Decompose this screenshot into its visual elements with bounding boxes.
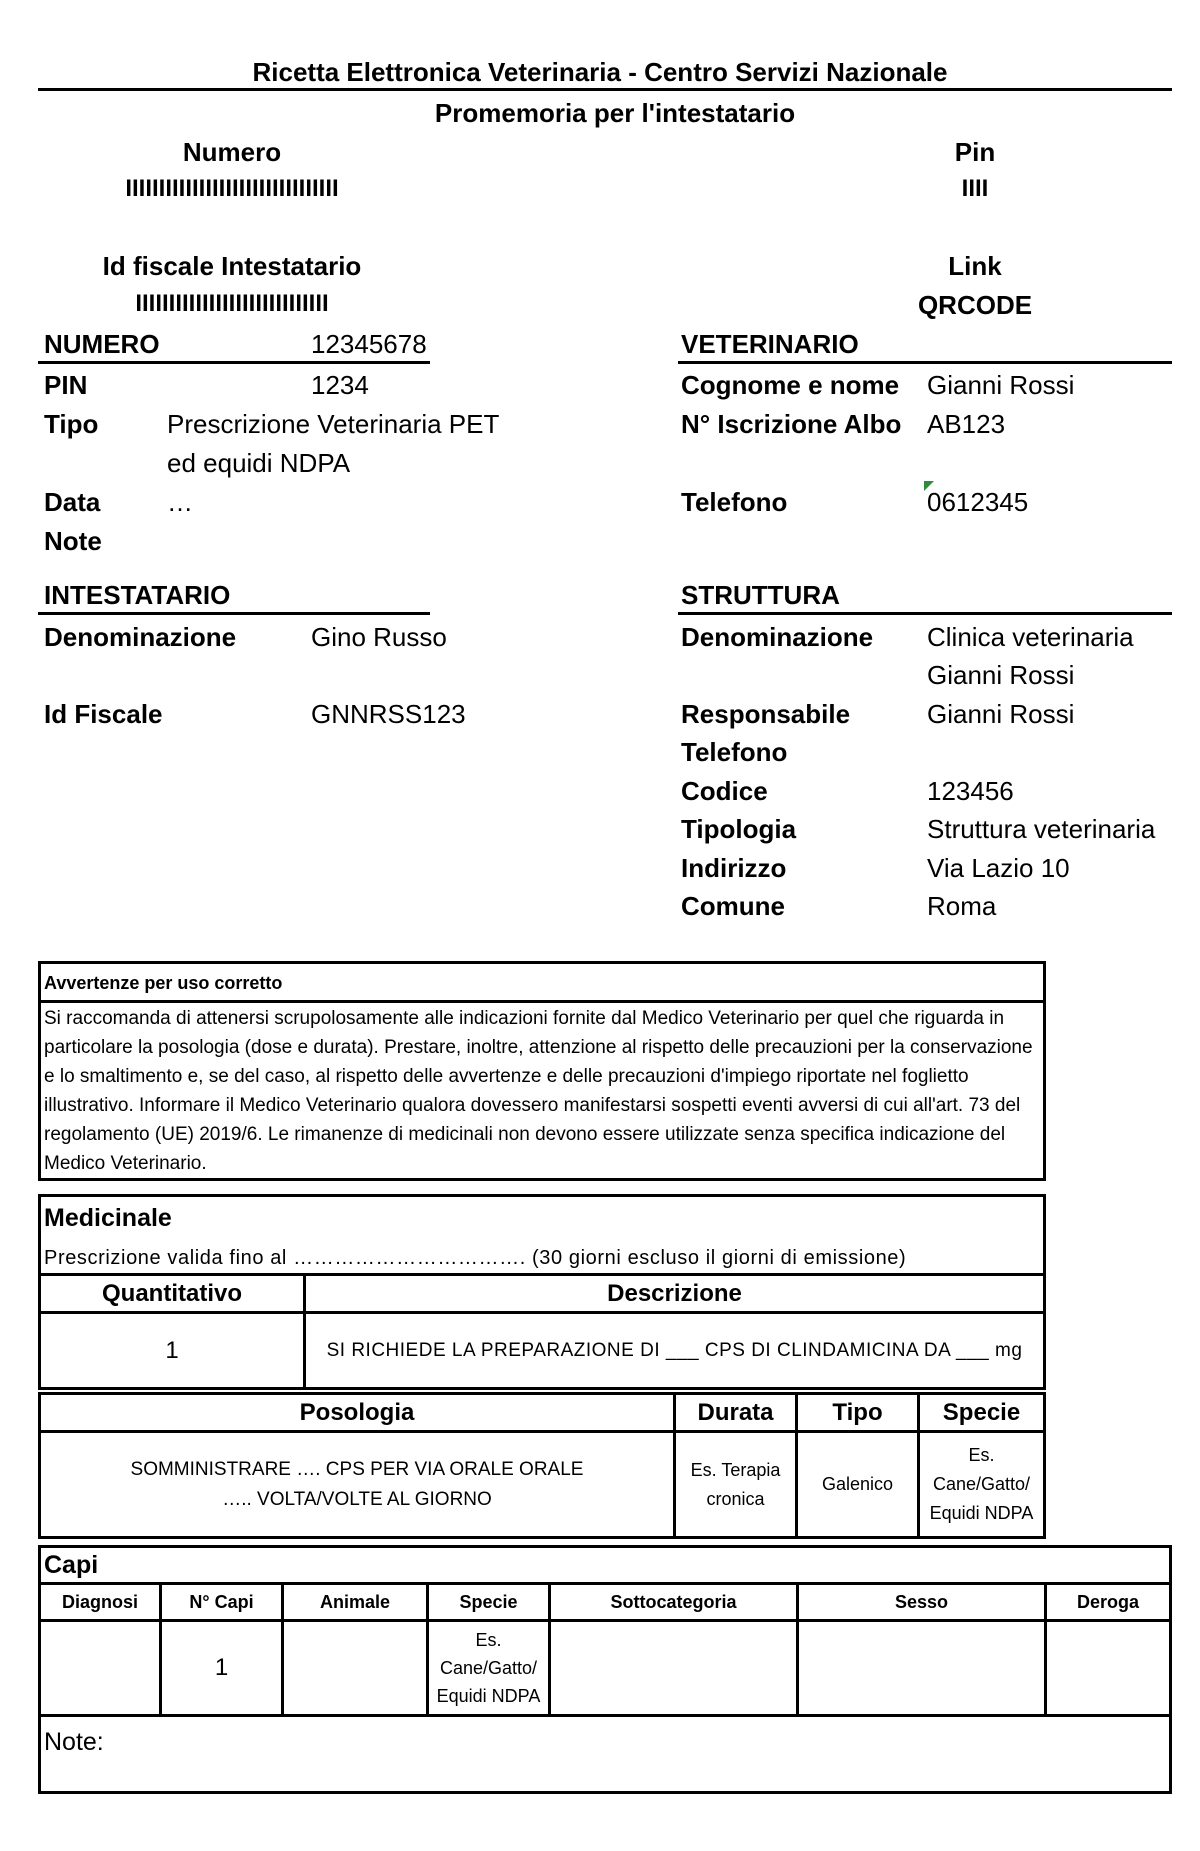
capi-header-deroga: Deroga <box>1044 1582 1172 1622</box>
ricetta-data-value: … <box>167 487 193 517</box>
ricetta-divider <box>38 361 430 364</box>
ricetta-tipo-value-line2: ed equidi NDPA <box>167 448 351 478</box>
ricetta-data-label: Data <box>44 487 101 517</box>
capi-header-animale: Animale <box>281 1582 429 1622</box>
ricetta-numero-value: 12345678 <box>311 329 427 359</box>
capi-header-ncapi: N° Capi <box>159 1582 284 1622</box>
struttura-section-label: STRUTTURA <box>681 580 840 610</box>
capi-header-diagnosi: Diagnosi <box>38 1582 162 1622</box>
numero-label: Numero <box>182 137 282 167</box>
capi-row-sesso <box>796 1619 1047 1717</box>
struttura-comune-label: Comune <box>681 891 785 921</box>
medicinale-validita: Prescrizione valida fino al ……………………………. (30 giorni escluso il giorni di emissione) <box>44 1247 907 1269</box>
numero-barcode: IIIIIIIIIIIIIIIIIIIIIIIIIIIIIIII <box>125 175 339 202</box>
avvertenze-text: Si raccomanda di attenersi scrupolosamente alle indicazioni fornite dal Medico Veterinario per quel che riguarda in particolare la posologia (dose e durata). Prestare, inoltre, attenzione al rispetto delle precauzioni per la conservazione e lo smaltimento e, se del caso, al rispetto delle avvertenze e delle precauzioni d'impiego riportate nel foglietto illustrativo. Informare il Medico Veterinario qualora dovessero manifestarsi sospetti eventi avversi di cui all'art. 73 del regolamento (UE) 2019/6. Le rimanenze di medicinali non devono essere utilizzate senza specifica indicazione del Medico Veterinario. <box>44 1008 1033 1174</box>
capi-row-deroga <box>1044 1619 1172 1717</box>
specie-header: Specie <box>917 1392 1046 1433</box>
capi-title: Capi <box>44 1551 99 1579</box>
specie-value-line3: Equidi NDPA <box>929 1503 1034 1523</box>
veterinario-section-label: VETERINARIO <box>681 329 859 359</box>
specie-value-line1: Es. <box>968 1445 995 1465</box>
struttura-comune-value: Roma <box>927 891 997 921</box>
intestatario-idfiscale-value: GNNRSS123 <box>311 699 466 729</box>
intestatario-denominazione-value: Gino Russo <box>311 622 447 652</box>
title-divider <box>38 88 1172 91</box>
struttura-denominazione-label: Denominazione <box>681 622 874 652</box>
veterinario-nome-value: Gianni Rossi <box>927 370 1075 400</box>
idfiscale-barcode: IIIIIIIIIIIIIIIIIIIIIIIIIIIII <box>135 290 329 317</box>
document-subtitle: Promemoria per l'intestatario <box>434 98 796 128</box>
capi-header-sesso: Sesso <box>796 1582 1047 1622</box>
durata-value <box>673 1430 798 1539</box>
struttura-denominazione-value-line1: Clinica veterinaria <box>927 622 1134 652</box>
struttura-divider <box>678 612 1172 615</box>
medicinale-title: Medicinale <box>44 1204 172 1232</box>
struttura-codice-label: Codice <box>681 776 768 806</box>
struttura-indirizzo-label: Indirizzo <box>681 853 787 883</box>
veterinario-nome-label: Cognome e nome <box>681 370 900 400</box>
descrizione-value: SI RICHIEDE LA PREPARAZIONE DI ___ CPS DI CLINDAMICINA DA ___ mg <box>303 1311 1046 1390</box>
struttura-indirizzo-value: Via Lazio 10 <box>927 853 1070 883</box>
pin-barcode: IIII <box>961 175 989 202</box>
capi-row-ncapi: 1 <box>159 1619 284 1717</box>
capi-row-specie-line3: Equidi NDPA <box>436 1686 541 1706</box>
link-label: Link <box>948 251 1002 281</box>
struttura-codice-value: 123456 <box>927 776 1014 806</box>
avvertenze-title-divider <box>38 1000 1046 1003</box>
ricetta-note-label: Note <box>44 526 102 556</box>
document-title: Ricetta Elettronica Veterinaria - Centro Servizi Nazionale <box>252 57 948 87</box>
posologia-value <box>38 1430 676 1539</box>
capi-note-box <box>38 1714 1172 1794</box>
veterinario-albo-value: AB123 <box>927 409 1006 439</box>
capi-row-specie-line2: Cane/Gatto/ <box>439 1658 538 1678</box>
posologia-header: Posologia <box>38 1392 676 1433</box>
intestatario-divider <box>38 612 430 615</box>
capi-title-box <box>38 1545 1172 1585</box>
ricetta-pin-label: PIN <box>44 370 88 400</box>
capi-row-specie-line1: Es. <box>475 1630 502 1650</box>
ricetta-tipo-value-line1: Prescrizione Veterinaria PET <box>167 409 500 439</box>
capi-row-specie <box>426 1619 551 1717</box>
intestatario-denominazione-label: Denominazione <box>44 622 237 652</box>
struttura-denominazione-value-line2: Gianni Rossi <box>927 660 1075 690</box>
veterinario-telefono-label: Telefono <box>681 487 788 517</box>
struttura-responsabile-value: Gianni Rossi <box>927 699 1075 729</box>
struttura-tipologia-value: Struttura veterinaria <box>927 814 1156 844</box>
tipo-value: Galenico <box>795 1430 920 1539</box>
ricetta-tipo-label: Tipo <box>44 409 99 439</box>
durata-value-line1: Es. Terapia <box>690 1459 781 1480</box>
capi-row-diagnosi <box>38 1619 162 1717</box>
ricetta-numero-label: NUMERO <box>44 329 160 359</box>
veterinario-telefono-value: 0612345 <box>927 487 1029 517</box>
quantitativo-header: Quantitativo <box>38 1273 306 1314</box>
specie-value <box>917 1430 1046 1539</box>
ricetta-pin-value: 1234 <box>311 370 369 400</box>
tipo-header: Tipo <box>795 1392 920 1433</box>
avvertenze-title: Avvertenze per uso corretto <box>44 973 283 993</box>
veterinario-divider <box>678 361 1172 364</box>
pin-label: Pin <box>954 137 996 167</box>
qrcode-label: QRCODE <box>917 290 1033 320</box>
durata-value-line2: cronica <box>706 1488 765 1509</box>
specie-value-line2: Cane/Gatto/ <box>932 1474 1031 1494</box>
capi-header-specie: Specie <box>426 1582 551 1622</box>
durata-header: Durata <box>673 1392 798 1433</box>
posologia-value-line2: ….. VOLTA/VOLTE AL GIORNO <box>222 1488 492 1510</box>
quantitativo-value: 1 <box>38 1311 306 1390</box>
struttura-telefono-label: Telefono <box>681 737 788 767</box>
idfiscale-intestatario-label: Id fiscale Intestatario <box>102 251 362 281</box>
capi-note-label: Note: <box>44 1728 104 1756</box>
intestatario-section-label: INTESTATARIO <box>44 580 231 610</box>
capi-header-sottocategoria: Sottocategoria <box>548 1582 799 1622</box>
struttura-tipologia-label: Tipologia <box>681 814 797 844</box>
capi-row-animale <box>281 1619 429 1717</box>
capi-row-sottocategoria <box>548 1619 799 1717</box>
struttura-responsabile-label: Responsabile <box>681 699 851 729</box>
posologia-value-line1: SOMMINISTRARE …. CPS PER VIA ORALE ORALE <box>130 1458 584 1480</box>
veterinario-albo-label: N° Iscrizione Albo <box>681 409 902 439</box>
intestatario-idfiscale-label: Id Fiscale <box>44 699 163 729</box>
descrizione-header: Descrizione <box>303 1273 1046 1314</box>
